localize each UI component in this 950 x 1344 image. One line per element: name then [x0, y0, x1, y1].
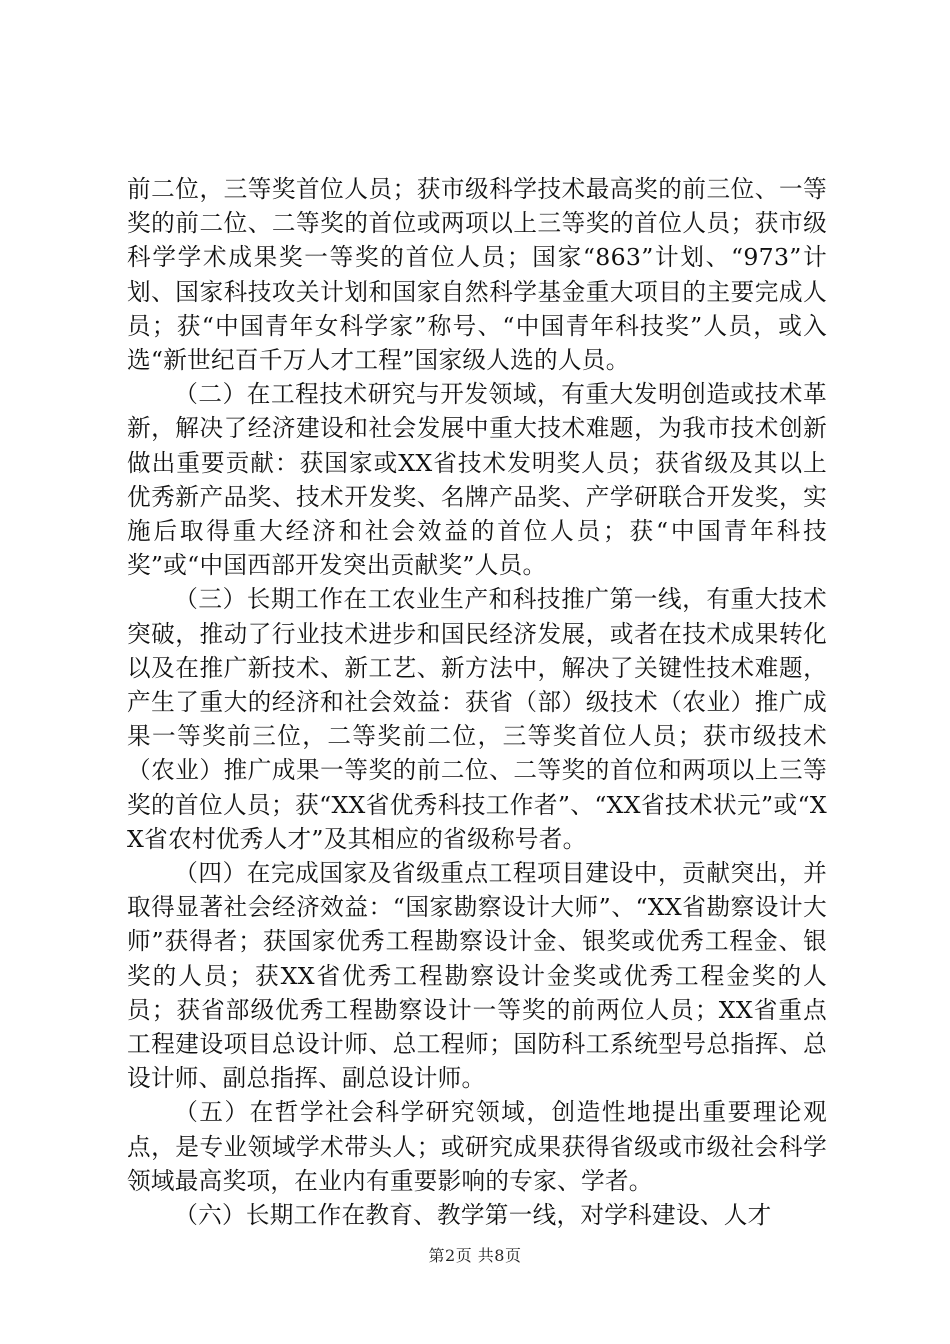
- paragraph-item-2: （二）在工程技术研究与开发领域，有重大发明创造或技术革新，解决了经济建设和社会发展中重大技术难题，为我市技术创新做出重要贡献：获国家或XX省技术发明奖人员；获省级及其以上优秀新产品奖、技术开发奖、名牌产品奖、产学研联合开发奖，实施后取得重大经济和社会效益的首位人员；获“中国青年科技奖”或“中国西部开发突出贡献奖”人员。: [127, 380, 827, 580]
- paragraph-item-5: （五）在哲学社会科学研究领域，创造性地提出重要理论观点，是专业领域学术带头人；或研究成果获得省级或市级社会科学领域最高奖项，在业内有重要影响的专家、学者。: [127, 1098, 827, 1195]
- paragraph-item-4: （四）在完成国家及省级重点工程项目建设中，贡献突出，并取得显著社会经济效益：“国家勘察设计大师”、“XX省勘察设计大师”获得者；获国家优秀工程勘察设计金、银奖或优秀工程金、银奖的人员；获XX省优秀工程勘察设计金奖或优秀工程金奖的人员；获省部级优秀工程勘察设计一等奖的前两位人员；XX省重点工程建设项目总设计师、总工程师；国防科工系统型号总指挥、总设计师、副总指挥、副总设计师。: [127, 859, 827, 1093]
- paragraph-item-3: （三）长期工作在工农业生产和科技推广第一线，有重大技术突破，推动了行业技术进步和国民经济发展，或者在技术成果转化以及在推广新技术、新工艺、新方法中，解决了关键性技术难题，产生了重大的经济和社会效益：获省（部）级技术（农业）推广成果一等奖前三位，二等奖前二位，三等奖首位人员；获市级技术（农业）推广成果一等奖的前二位、二等奖的首位和两项以上三等奖的首位人员；获“XX省优秀科技工作者”、“XX省技术状元”或“XX省农村优秀人才”及其相应的省级称号者。: [127, 585, 827, 853]
- page-footer: 第2页 共8页: [428, 1246, 522, 1265]
- paragraph-continuation: 前二位，三等奖首位人员；获市级科学技术最高奖的前三位、一等奖的前二位、二等奖的首位或两项以上三等奖的首位人员；获市级科学学术成果奖一等奖的首位人员；国家“863”计划、“973”计划、国家科技攻关计划和国家自然科学基金重大项目的主要完成人员；获“中国青年女科学家”称号、“中国青年科技奖”人员，或入选“新世纪百千万人才工程”国家级人选的人员。: [127, 175, 827, 375]
- document-body: [127, 172, 827, 1232]
- paragraph-item-6: （六）长期工作在教育、教学第一线，对学科建设、人才: [174, 1201, 772, 1230]
